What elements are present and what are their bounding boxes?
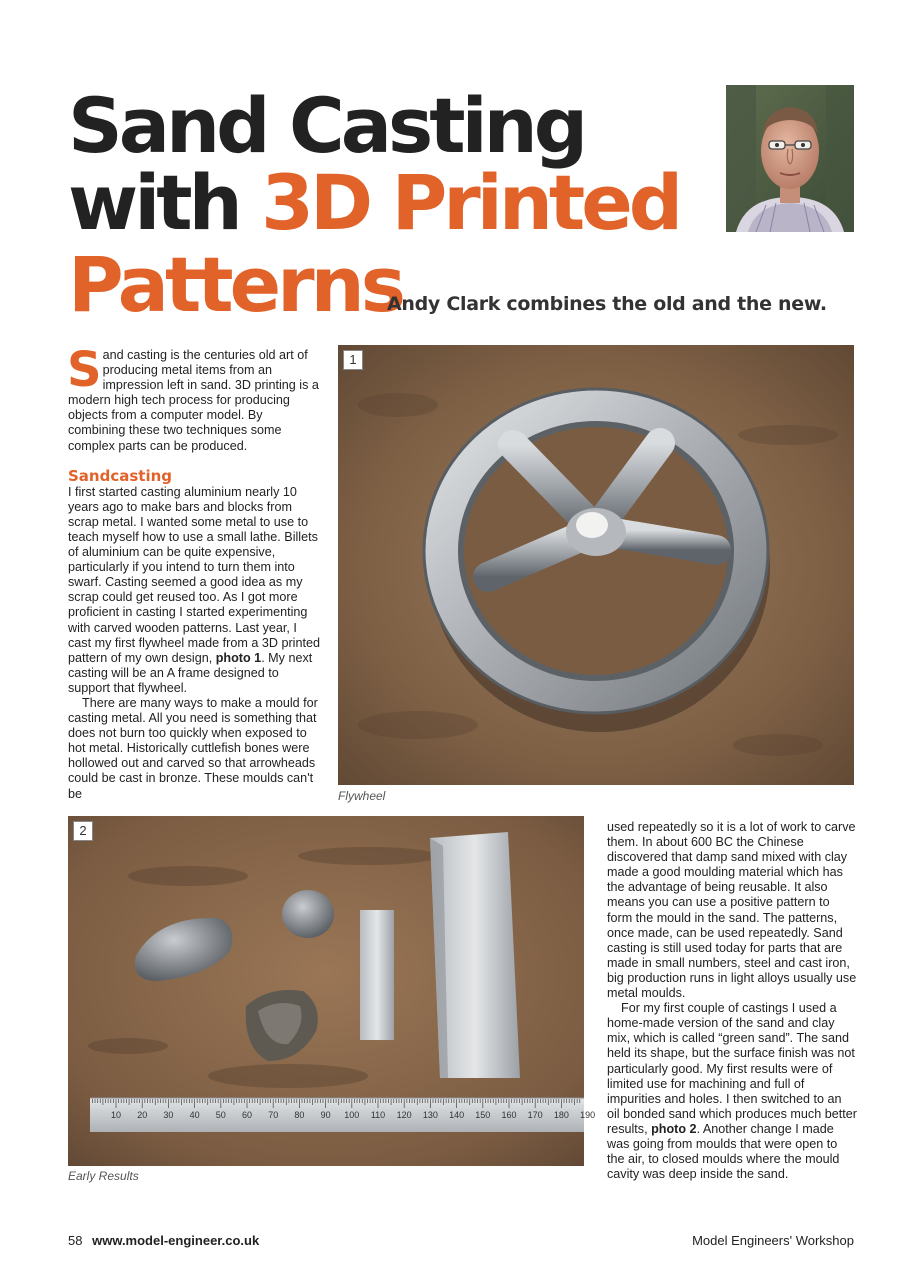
ruler-tick-label: 70: [268, 1110, 279, 1120]
title-line-1: Sand Casting: [68, 81, 585, 170]
photo-1-number: 1: [343, 350, 363, 370]
photo-2-number: 2: [73, 821, 93, 841]
ruler-tick-label: 130: [422, 1110, 438, 1120]
paragraph-1-text: I first started casting aluminium nearly 10 years ago to make bars and blocks from scrap metal. I wanted some metal to use to teach myself how to use a small lathe. Billets of aluminium can be quite expensive, particularly if you intend to turn them into swarf. Casting seemed a good idea as my scrap could get reused too. As I got more proficient in casting I started experimenting with carved wooden patterns. Last year, I cast my first flywheel made from a 3D printed pattern of my own design,: [68, 484, 320, 665]
paragraph-1-end: . My next casting will be an A frame designed to support that flywheel.: [68, 650, 313, 695]
ruler-tick-label: 140: [449, 1110, 465, 1120]
ruler-tick-label: 10: [110, 1110, 122, 1120]
ruler-tick-label: 110: [370, 1110, 386, 1120]
title-line-3: Patterns: [68, 240, 402, 329]
paragraph-3: used repeatedly so it is a lot of work to carve them. In about 600 BC the Chinese discovered that damp sand mixed with clay made a good moulding material which has the advantage of being reusable. It also means you can use a positive pattern to form the mould in the sand. The patterns, once made, can be used repeatedly. Sand casting is still used today for parts that are made in small numbers, steel and cast iron, big production runs in light alloys usually use metal moulds.: [607, 820, 857, 1001]
website-link[interactable]: www.model-engineer.co.uk: [92, 1233, 260, 1248]
photo-early-results: [68, 816, 596, 1166]
ruler-tick-label: 160: [501, 1110, 517, 1120]
title-with: with: [68, 158, 239, 247]
footer-left: [68, 1233, 259, 1248]
ruler-tick-label: 40: [189, 1110, 200, 1120]
strapline: Andy Clark combines the old and the new.: [387, 293, 827, 315]
paragraph-4-text: For my first couple of castings I used a home-made version of the sand and clay mix, which is called “green sand”. The sand held its shape, but the surface finish was not particularly good. My first results were of limited use for machining and full of impurities and holes. I then switched to an oil bonded sand which produces much better results,: [607, 1001, 857, 1136]
paragraph-1: [68, 485, 320, 696]
title-line-2: [68, 158, 680, 247]
paragraph-4-end: . Another change I made was going from moulds that were open to the air, to closed moulds where the mould cavity was deep inside the sand.: [607, 1121, 840, 1182]
intro-text: and casting is the centuries old art of producing metal items from an impression left in sand. 3D printing is a modern high tech process for producing objects from a computer model. By combining these two techniques some complex parts can be produced.: [68, 348, 319, 453]
ruler-tick-label: 90: [320, 1110, 331, 1120]
ruler-tick-label: 120: [396, 1110, 412, 1120]
author-photo: [726, 85, 854, 232]
section-heading-sandcasting: Sandcasting: [68, 466, 173, 485]
ruler-tick-label: 180: [553, 1110, 569, 1120]
title-3d-printed: 3D Printed: [261, 158, 680, 247]
caption-early-results: Early Results: [68, 1169, 139, 1183]
ruler-tick-label: 50: [215, 1110, 226, 1120]
article-column-3: [607, 820, 857, 1182]
page-number: 58: [68, 1233, 83, 1248]
photo-flywheel: [338, 345, 854, 785]
paragraph-2: There are many ways to make a mould for casting metal. All you need is something that does not burn too quickly when exposed to hot metal. Historically cuttlefish bones were hollowed out and carved so that arrowheads could be cast in bronze. These moulds can't be: [68, 695, 318, 801]
drop-cap: S: [67, 342, 100, 398]
article-column-1: [67, 342, 320, 802]
ruler-tick-label: 20: [137, 1110, 148, 1120]
ruler-tick-label: 80: [294, 1110, 305, 1120]
ruler-tick-label: 150: [475, 1110, 491, 1120]
ruler-tick-label: 170: [527, 1110, 543, 1120]
paragraph-4: [607, 1001, 857, 1182]
ruler-tick-label: 100: [344, 1110, 360, 1120]
ruler-tick-label: 60: [241, 1110, 253, 1120]
photo-2-ref: photo 2: [651, 1121, 697, 1136]
intro-paragraph: [67, 342, 320, 454]
ruler-tick-label: 190: [580, 1110, 596, 1120]
magazine-name: Model Engineers' Workshop: [692, 1233, 854, 1248]
ruler-tick-label: 30: [163, 1110, 174, 1120]
caption-flywheel: Flywheel: [338, 789, 386, 803]
photo-1-ref: photo 1: [215, 650, 262, 665]
